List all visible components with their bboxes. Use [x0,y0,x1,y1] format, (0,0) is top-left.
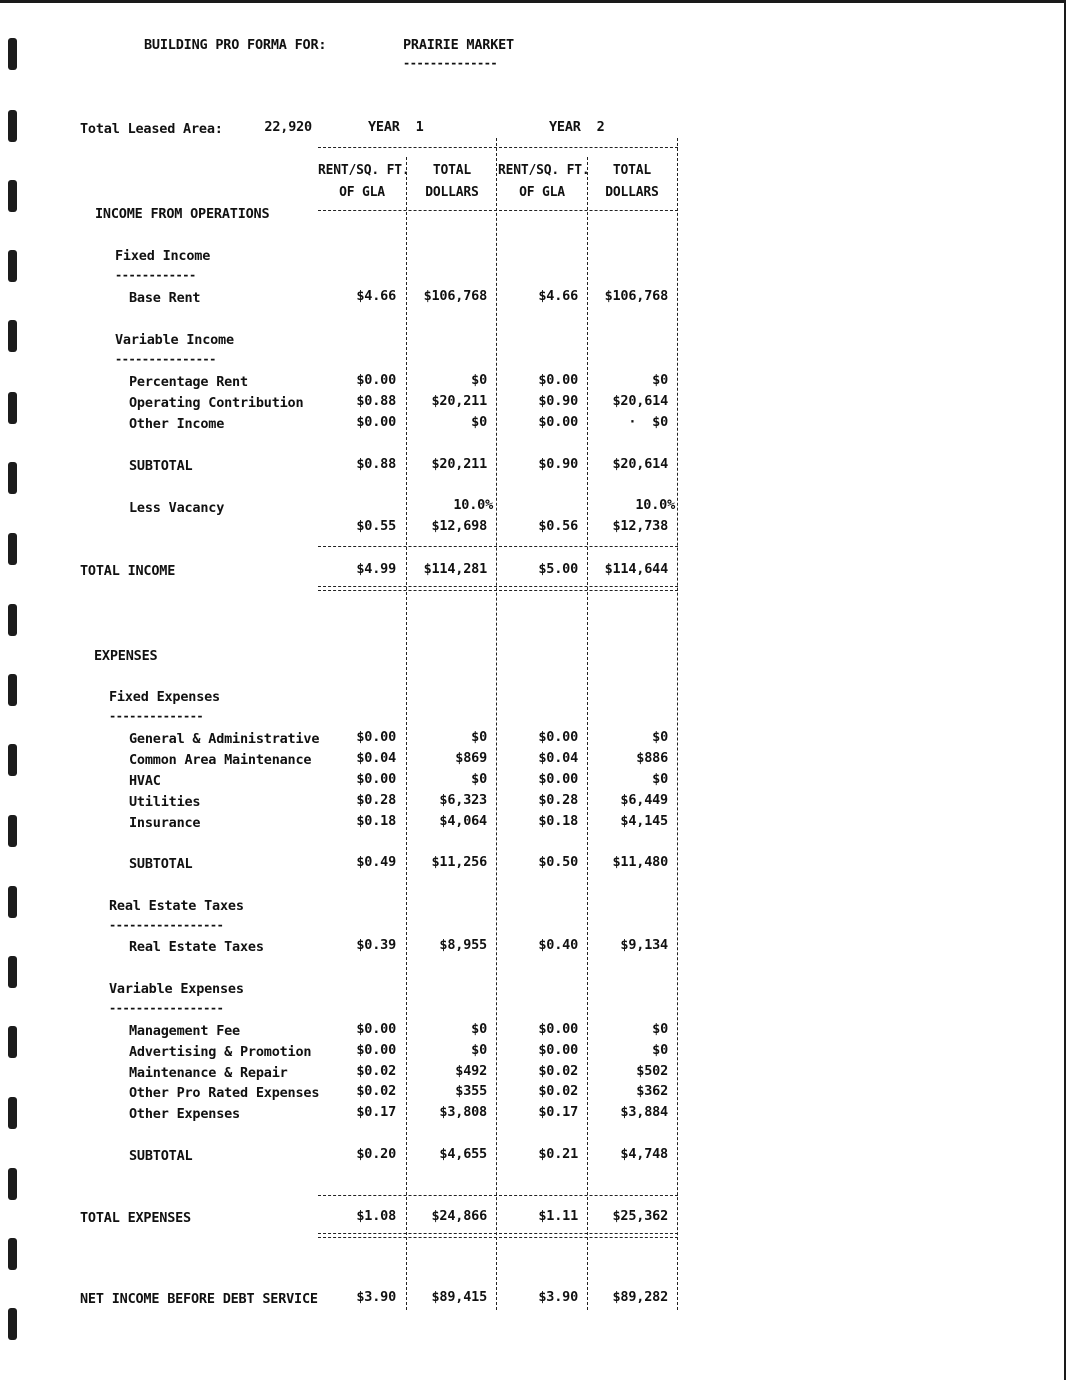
y1-total: $20,211 [431,393,487,409]
binder-hole [8,815,17,847]
y2-total: · $0 [628,414,668,430]
y1-rate: $0.00 [356,771,396,787]
y2-vacancy-pct: 10.0% [635,497,675,513]
row-label: Utilities [129,794,201,810]
y2-total: $0 [652,372,668,388]
y2-rate: $0.28 [538,792,578,808]
y1-rate: $0.20 [356,1146,396,1162]
row-label: Percentage Rent [129,374,248,390]
binder-hole [8,250,17,282]
y2-rate: $0.00 [538,1021,578,1037]
header-bottom-rule [318,210,678,211]
row-label: Other Income [129,416,225,432]
y1-total: $106,768 [423,288,487,304]
fixed-expenses-label: Fixed Expenses [109,689,220,705]
y1-total: $114,281 [423,561,487,577]
y2-rate: $0.21 [538,1146,578,1162]
y1-rate: $0.28 [356,792,396,808]
y1-rate: $0.18 [356,813,396,829]
col-y1-total-header: TOTAL DOLLARS [425,163,479,200]
binder-hole [8,1097,17,1129]
binder-hole [8,744,17,776]
y2-rate: $0.40 [538,937,578,953]
binder-hole [8,462,17,494]
y1-rate: $1.08 [356,1208,396,1224]
y2-rate: $5.00 [538,561,578,577]
y1-total: $0 [471,1021,487,1037]
row-label: Common Area Maintenance [129,752,312,768]
binder-hole [8,392,17,424]
row-label: Management Fee [129,1023,240,1039]
year2-header: YEAR 2 [549,119,605,135]
row-label: Other Expenses [129,1106,240,1122]
y2-rate: $0.90 [538,456,578,472]
fixed-expenses-underline: -------------- [109,711,204,721]
y2-total: $20,614 [612,393,668,409]
y1-total: $869 [455,750,487,766]
y2-total: $362 [636,1083,668,1099]
y1-total: $0 [471,771,487,787]
y2-rate: $0.00 [538,1042,578,1058]
row-label: SUBTOTAL [129,1148,193,1164]
y1-total: $8,955 [439,937,487,953]
variable-income-underline: --------------- [115,354,216,364]
y1-rate: $4.99 [356,561,396,577]
y2-total: $9,134 [620,937,668,953]
binder-hole [8,38,17,70]
y1-rate: $0.02 [356,1063,396,1079]
y2-rate: $0.00 [538,372,578,388]
pro-forma-title: BUILDING PRO FORMA FOR: [144,37,327,53]
y1-total: $24,866 [431,1208,487,1224]
binder-hole [8,1308,17,1340]
y1-total: $4,064 [439,813,487,829]
row-label: Operating Contribution [129,395,304,411]
row-label: General & Administrative [129,731,320,747]
binder-hole [8,320,17,352]
variable-expenses-underline: ----------------- [109,1003,224,1013]
income-section-title: INCOME FROM OPERATIONS [95,206,270,222]
binder-hole [8,604,17,636]
binder-hole [8,180,17,212]
y2-rate: $0.50 [538,854,578,870]
y2-total: $502 [636,1063,668,1079]
binder-hole [8,886,17,918]
col-divider [496,138,497,1310]
y1-rate: $4.66 [356,288,396,304]
binder-hole [8,1168,17,1200]
y1-rate: $0.39 [356,937,396,953]
real-estate-taxes-underline: ----------------- [109,920,224,930]
y1-total: $12,698 [431,518,487,534]
row-label: HVAC [129,773,161,789]
y2-rate: $1.11 [538,1208,578,1224]
y1-rate: $0.00 [356,414,396,430]
leased-area-label: Total Leased Area: [80,121,223,137]
y2-total: $0 [652,1021,668,1037]
property-name: PRAIRIE MARKET [403,37,514,53]
y1-total: $89,415 [431,1289,487,1305]
row-label: TOTAL EXPENSES [80,1210,191,1226]
y2-total: $3,884 [620,1104,668,1120]
y2-total: $106,768 [604,288,668,304]
y1-rate: $3.90 [356,1289,396,1305]
y1-total: $0 [471,729,487,745]
y2-rate: $0.17 [538,1104,578,1120]
y1-rate: $0.17 [356,1104,396,1120]
row-label: Maintenance & Repair [129,1065,288,1081]
y2-total: $4,748 [620,1146,668,1162]
fixed-income-underline: ------------ [115,270,196,280]
y1-rate: $0.00 [356,1021,396,1037]
y2-rate: $0.00 [538,729,578,745]
y2-rate: $0.00 [538,414,578,430]
y1-total: $4,655 [439,1146,487,1162]
variable-expenses-label: Variable Expenses [109,981,244,997]
y1-total: $0 [471,1042,487,1058]
y2-rate: $3.90 [538,1289,578,1305]
y2-rate: $0.18 [538,813,578,829]
row-label: Less Vacancy [129,500,225,516]
y1-total: $20,211 [431,456,487,472]
y1-total: $3,808 [439,1104,487,1120]
binder-hole [8,1238,17,1270]
y1-total: $0 [471,414,487,430]
total-expenses-rule [318,1195,678,1196]
y2-total: $11,480 [612,854,668,870]
y2-total: $4,145 [620,813,668,829]
property-underline: -------------- [403,58,498,68]
y1-total: $11,256 [431,854,487,870]
year1-header: YEAR 1 [368,119,424,135]
y1-rate: $0.00 [356,1042,396,1058]
binder-hole [8,956,17,988]
y2-total: $20,614 [612,456,668,472]
binder-hole [8,674,17,706]
y2-rate: $4.66 [538,288,578,304]
col-divider [677,138,678,1310]
y1-rate: $0.88 [356,393,396,409]
y2-rate: $0.02 [538,1083,578,1099]
y1-vacancy-pct: 10.0% [453,497,493,513]
leased-area-value: 22,920 [264,119,312,135]
y2-total: $0 [652,771,668,787]
binder-hole [8,1026,17,1058]
y2-total: $89,282 [612,1289,668,1305]
row-label: Advertising & Promotion [129,1044,312,1060]
variable-income-label: Variable Income [115,332,234,348]
binder-hole [8,110,17,142]
y2-total: $12,738 [612,518,668,534]
col-y2-total-header: TOTAL DOLLARS [605,163,659,200]
y1-rate: $0.55 [356,518,396,534]
y2-total: $0 [652,729,668,745]
binder-hole [8,533,17,565]
expenses-section-title: EXPENSES [94,648,158,664]
row-label: Other Pro Rated Expenses [129,1085,320,1101]
y2-rate: $0.04 [538,750,578,766]
y2-total: $114,644 [604,561,668,577]
row-label: Real Estate Taxes [129,939,264,955]
y1-rate: $0.49 [356,854,396,870]
y2-total: $0 [652,1042,668,1058]
y1-total: $492 [455,1063,487,1079]
y1-rate: $0.02 [356,1083,396,1099]
row-label: NET INCOME BEFORE DEBT SERVICE [80,1291,318,1307]
row-label: Insurance [129,815,201,831]
y1-rate: $0.00 [356,729,396,745]
y1-rate: $0.00 [356,372,396,388]
y2-rate: $0.56 [538,518,578,534]
row-label: SUBTOTAL [129,856,193,872]
y1-total: $355 [455,1083,487,1099]
total-income-rule [318,546,678,547]
row-label: TOTAL INCOME [80,563,176,579]
real-estate-taxes-label: Real Estate Taxes [109,898,244,914]
row-label: Base Rent [129,290,201,306]
y2-total: $886 [636,750,668,766]
y2-rate: $0.02 [538,1063,578,1079]
total-income-double-rule [318,586,678,591]
y1-rate: $0.88 [356,456,396,472]
y1-total: $0 [471,372,487,388]
col-y2-rent-header: RENT/SQ. FT. OF GLA [498,163,590,200]
y1-rate: $0.04 [356,750,396,766]
y2-rate: $0.00 [538,771,578,787]
fixed-income-label: Fixed Income [115,248,211,264]
col-y1-rent-header: RENT/SQ. FT. OF GLA [318,163,410,200]
header-top-rule [318,147,678,148]
y2-rate: $0.90 [538,393,578,409]
y2-total: $6,449 [620,792,668,808]
row-label: SUBTOTAL [129,458,193,474]
y1-total: $6,323 [439,792,487,808]
total-expenses-double-rule [318,1233,678,1238]
y2-total: $25,362 [612,1208,668,1224]
page-top-edge [0,0,1066,3]
